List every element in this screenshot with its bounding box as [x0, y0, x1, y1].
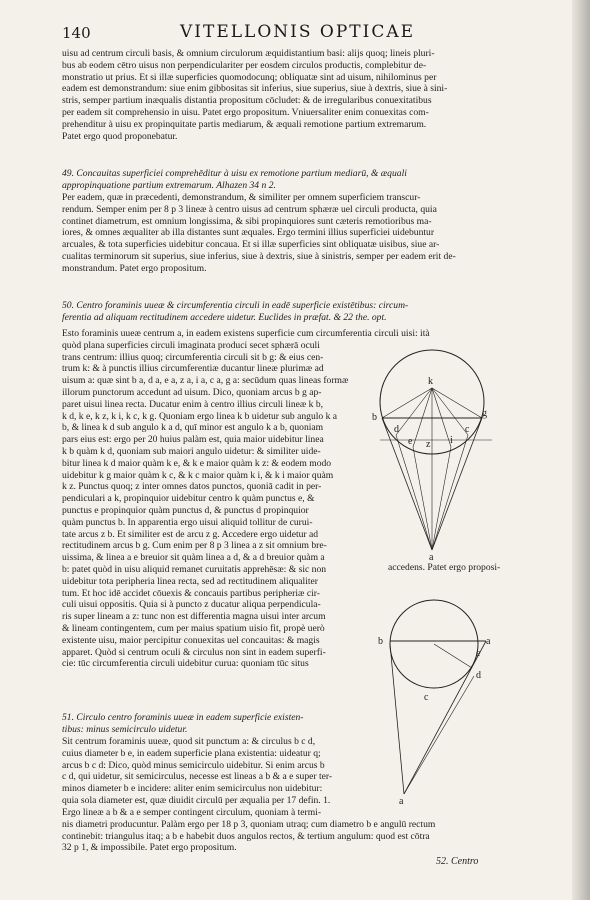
label-a-bottom: a [399, 796, 404, 807]
text-line: culi uisui oppositis. Quia si à puncto z ducatur aliqua perpendicula- [62, 599, 321, 611]
proposition-51-proof [62, 736, 422, 807]
text-line: prehenditur à uisu ex propinquitate partis mediarum, & æquali remotione partium extremarum. [62, 118, 427, 130]
running-title: VITELLONIS OPTICAE [180, 22, 416, 42]
line-k-c [432, 388, 468, 435]
text-line: k z. Punctus quoq; z inter omnes datos punctos, quoniā cadit in per- [62, 481, 322, 493]
paragraph-continuation [62, 48, 562, 142]
text-line: arcuales, & tota superficies uidebitur concaua. Et si illæ superficies sint obliquatæ uisibus, siue ar- [62, 239, 440, 251]
text-line: rectitudinem arcus b g. Cum enim per 8 p 3 linea a z sit omnium bre- [62, 540, 327, 552]
line-g-a [432, 418, 482, 550]
label-d: d [394, 424, 399, 435]
label-a-right: a [486, 636, 491, 647]
text-line: apparet. Quòd si centrum oculi & circulus non sint in eadem superfi- [62, 646, 326, 658]
text-line: Patet ergo quod proponebatur. [62, 130, 178, 142]
line-d-a [404, 676, 474, 794]
text-line: stris, semper partium inæqualis distantia propositum cōcludet: & de irregularibus conuexitatibus [62, 95, 432, 107]
text-line: pars eius est: ergo per 20 huius palàm est, quia maior uidebitur linea [62, 434, 324, 446]
text-line: Ergo lineæ a b & a e semper contingent circulum, quoniam à termi- [62, 807, 322, 818]
text-line: monstratio ut prius. Et si illæ superficies quomodocunq; obliquatæ sint ad uisum, nihilominus per [62, 71, 437, 83]
text-line: trum k: & à punctis illius circumferentiæ ducantur lineæ plurimæ ad [62, 363, 324, 375]
label-g: g [482, 408, 487, 419]
text-line: Sit centrum foraminis uueæ, quod sit punctum a: & circulus b c d, [62, 736, 316, 747]
text-line: k b quàm k d, quoniam sub maiori angulo uidetur: & similiter uide- [62, 445, 321, 457]
text-line: rendum. Semper enim per 8 p 3 lineæ à centro uisus ad centrum sphæræ uel circuli producta, quia [62, 203, 437, 215]
text-line: c d, qui uidetur, sit semicirculus, necesse est lineas a b & a e super ter- [62, 771, 333, 783]
label-z: z [426, 439, 431, 450]
text-line: uidebitur k g maior quàm k c, & k c maior quàm k i, & k i maior quàm [62, 469, 334, 481]
line-e-d [434, 644, 472, 668]
text-line: quàm punctus b. In apparentia ergo uisui aliquid tollitur de curui- [62, 516, 313, 528]
text-line: minos diameter b e incidere: aliter enim semicirculus non uidebitur: [62, 783, 323, 795]
label-c: c [465, 424, 470, 435]
label-b: b [378, 636, 383, 647]
figure-proposition-50 [370, 340, 500, 563]
text-line: cuius diameter b e, in eadem superficie plana existentia: uideatur q; [62, 747, 321, 759]
text-line: uissima, & linea a e breuior sit quàm linea a d, & a d breuior quàm a [62, 552, 325, 564]
text-line: cualitas terminorum sit superius, siue inferius, siue à dextris, siue à sinistris, semper per eadem erit de- [62, 250, 456, 262]
proposition-51-conclusion [62, 807, 547, 854]
proposition-49-heading [62, 168, 562, 192]
label-e: e [408, 436, 413, 447]
text-line: punctus e propinquior quàm punctus d, & punctus d propinquior [62, 504, 309, 516]
page-number: 140 [62, 24, 91, 42]
proposition-49-proof [62, 192, 562, 275]
text-line: k d, k e, k z, k i, k c, k g. Quoniam ergo linea k b uidetur sub angulo k a [62, 410, 338, 422]
text-line: Per eadem, quæ in præcedenti, demonstrandum, & similiter per omnem superficiem transcur- [62, 192, 421, 203]
text-line: bitur linea k d maior quàm k e, & k e maior quàm k z: & eodem modo [62, 457, 332, 469]
text-line: pendiculari a k, propinquior uidebitur centro k quàm punctus e, & [62, 493, 315, 505]
label-a: a [429, 552, 434, 563]
text-line: tum. Et hoc idē accidet cōuexis & concauis partibus peripheriæ cir- [62, 587, 320, 599]
text-line: Esto foraminis uueæ centrum a, in eadem existens superficie cum circumferentia circuli uisi: ità [62, 328, 430, 339]
text-line: per eadem sit comprehensio in uisu. Patet ergo propositum. Vniuersaliter enim conuexitas com- [62, 106, 429, 118]
label-e: e [476, 648, 481, 659]
proposition-50-proof [62, 328, 430, 670]
text-line: continebit: triangulus itaq; a b e habebit duos angulos rectos, & tertium angulum: quod est cōtra [62, 830, 430, 842]
text-line: appropinquatione partium extremarum. Alhazen 34 n 2. [62, 179, 276, 191]
label-i: i [450, 435, 453, 446]
line-k-i [432, 388, 451, 447]
proposition-50-heading [62, 300, 562, 324]
text-line: uisu ad centrum circuli basis, & omnium circulorum æquidistantium basi: alijs quoq; lineis pluri- [62, 48, 435, 59]
text-line: bus ab eodem cētro uisus non perpendiculariter per eosdem circulos productis, complebitur de- [62, 59, 427, 71]
text-line: tibus: minus semicirculo uidetur. [62, 723, 188, 735]
label-c: c [424, 692, 429, 703]
text-line: 50. Centro foraminis uueæ & circumferentia circuli in eadē superficie existētibus: circum- [62, 300, 409, 311]
text-line: monstrandum. Patet ergo propositum. [62, 262, 207, 274]
text-line: b: patet quòd in uisu aliquid remanet curuitatis apprehēsæ: & sic non [62, 563, 327, 575]
figure-proposition-51 [378, 596, 512, 808]
text-line: continet diametrum, est omnium longissima, & sibi propinquiores sunt cæteris remotioribus ma- [62, 215, 432, 227]
text-line: paret uisui linea recta. Ducatur enim à centro illius circuli lineæ k b, [62, 398, 324, 410]
page-gutter-shadow [572, 0, 590, 900]
text-line: 49. Concauitas superficiei comprehēditur à uisu ex remotione partium mediarū, & æquali [62, 168, 407, 179]
text-line: 32 p 1, & impossibile. Patet ergo propositum. [62, 842, 237, 854]
line-b-a [382, 418, 432, 550]
text-line: nis diametri producuntur. Palàm ergo per 18 p 3, quoniam utraq; cum diametro b e angulū rectum [62, 818, 436, 830]
text-line: ris super lineam a z: tunc non est differentia magna uisui inter arcum [62, 611, 326, 623]
line-b-a [390, 644, 404, 794]
line-e-a [404, 641, 486, 794]
catchword: 52. Centro [436, 856, 479, 867]
text-line: quòd plana superficies circuli imaginata produci secet sphærā oculi [62, 339, 320, 351]
text-line: trans centrum: illius quoq; circumferentia circuli sit b g: & eius cen- [62, 351, 324, 363]
text-line: arcus b c d: Dico, quòd minus semicirculo uidebitur. Si enim arcus b [62, 759, 325, 771]
marginal-continuation: accedens. Patet ergo proposi- [388, 562, 501, 573]
text-line: & lineam contingentem, cum per maius spatium uisio fit, propè uerò [62, 622, 325, 634]
label-d: d [476, 670, 481, 681]
text-line: iores, & omnes æqualiter ab illa distantes sunt æquales. Ergo termini illius superficiei uidebuntur [62, 227, 435, 239]
label-k: k [428, 376, 433, 387]
label-b: b [372, 412, 377, 423]
text-line: eadem est demonstrandum: siue enim gibbositas sit inferius, siue superius, siue à dextris, siue à sini- [62, 83, 448, 95]
text-line: uisum a: quæ sint b a, d a, e a, z a, i a, c a, g a: secūdum quas lineas formæ [62, 375, 349, 387]
text-line: illorum punctorum accedunt ad uisum. Dico, quoniam arcus b g ap- [62, 386, 322, 398]
text-line: cie: tūc circumferentia circuli uidebitur curua: quoniam tūc situs [62, 658, 309, 670]
text-line: ferentia ad aliquam rectitudinem accedere uidetur. Euclides in præfat. & 22 the. opt. [62, 311, 387, 323]
line-k-b [382, 388, 432, 418]
text-line: existente uisu, maior percipitur conuexitas uel concauitas: & magis [62, 634, 320, 646]
text-line: quia sola diameter est, quæ diuidit circulū per æqualia per 17 defin. 1. [62, 794, 331, 806]
text-line: uidebitur tota peripheria linea recta, sed ad rectitudinem aliqualiter [62, 575, 318, 587]
text-line: b, & linea k d sub angulo k a d, quī minor est angulo k a b, quoniam [62, 422, 324, 434]
text-line: 51. Circulo centro foraminis uueæ in eadem superficie existen- [62, 712, 304, 723]
line-k-g [432, 388, 482, 418]
page-header [62, 22, 562, 48]
text-line: tate arcus z b. Et similiter est de arcu z g. Accedere ergo uidetur ad [62, 528, 319, 540]
line-k-d [396, 388, 432, 435]
